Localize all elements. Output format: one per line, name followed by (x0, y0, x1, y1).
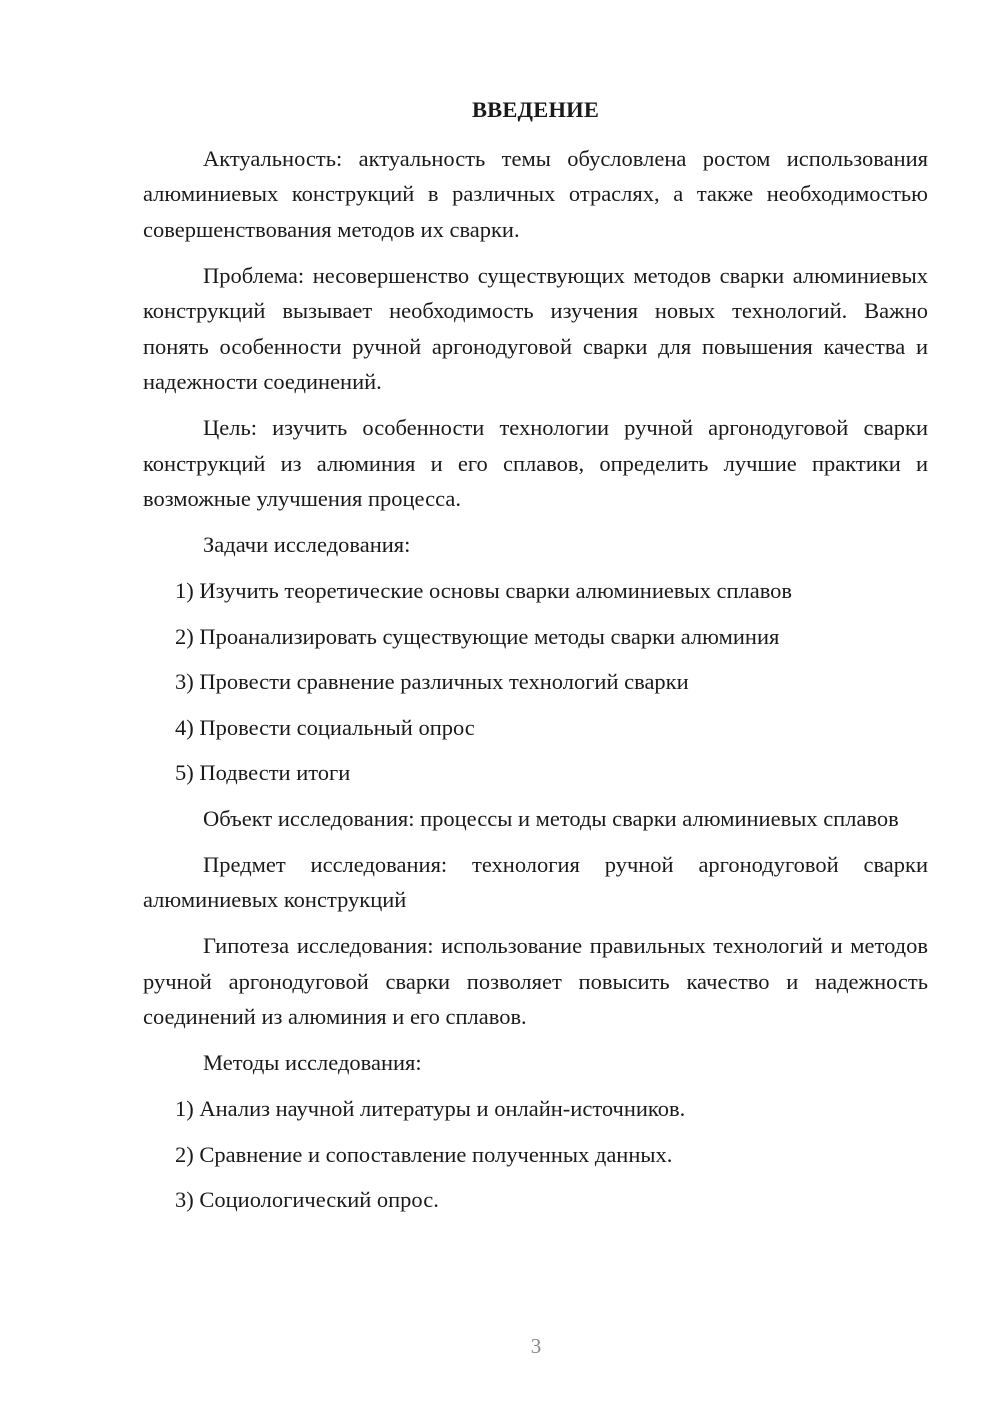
relevance-paragraph: Актуальность: актуальность темы обусловлена ростом использования алюминиевых конструкций в различных отраслях, а также необходимостью совершенствования методов их сварки. (143, 145, 928, 242)
list-item: 2) Сравнение и сопоставление полученных данных. (175, 1141, 673, 1167)
list-item: 5) Подвести итоги (175, 760, 351, 785)
list-item: 1) Изучить теоретические основы сварки алюминиевых сплавов (175, 578, 793, 603)
object-paragraph: Объект исследования: процессы и методы сварки алюминиевых сплавов (203, 805, 899, 831)
document-page (143, 92, 928, 1228)
list-item: 3) Провести сравнение различных технологий сварки (175, 669, 689, 694)
tasks-list (143, 573, 928, 791)
list-item: 4) Провести социальный опрос (175, 714, 475, 740)
methods-heading: Методы исследования: (203, 1050, 422, 1075)
problem-paragraph: Проблема: несовершенство существующих методов сварки алюминиевых конструкций вызывает необходимость изучения новых технологий. Важно понять особенности ручной аргонодуговой сварки для повышения качества и надежности соединений. (143, 262, 928, 394)
tasks-heading: Задачи исследования: (203, 532, 411, 557)
goal-paragraph: Цель: изучить особенности технологии ручной аргонодуговой сварки конструкций из алюминия и его сплавов, определить лучшие практики и возможные улучшения процесса. (143, 415, 928, 511)
section-title: ВВЕДЕНИЕ (471, 97, 600, 122)
methods-list (143, 1091, 928, 1218)
hypothesis-paragraph: Гипотеза исследования: использование правильных технологий и методов ручной аргонодуговой сварки позволяет повысить качество и надежность соединений из алюминия и его сплавов. (143, 933, 928, 1029)
subject-paragraph: Предмет исследования: технология ручной аргонодуговой сварки алюминиевых конструкций (143, 851, 928, 912)
list-item: 3) Социологический опрос. (175, 1187, 439, 1212)
list-item: 2) Проанализировать существующие методы сварки алюминия (175, 623, 780, 649)
list-item: 1) Анализ научной литературы и онлайн-источников. (175, 1096, 686, 1121)
page-number: 3 (530, 1334, 542, 1358)
